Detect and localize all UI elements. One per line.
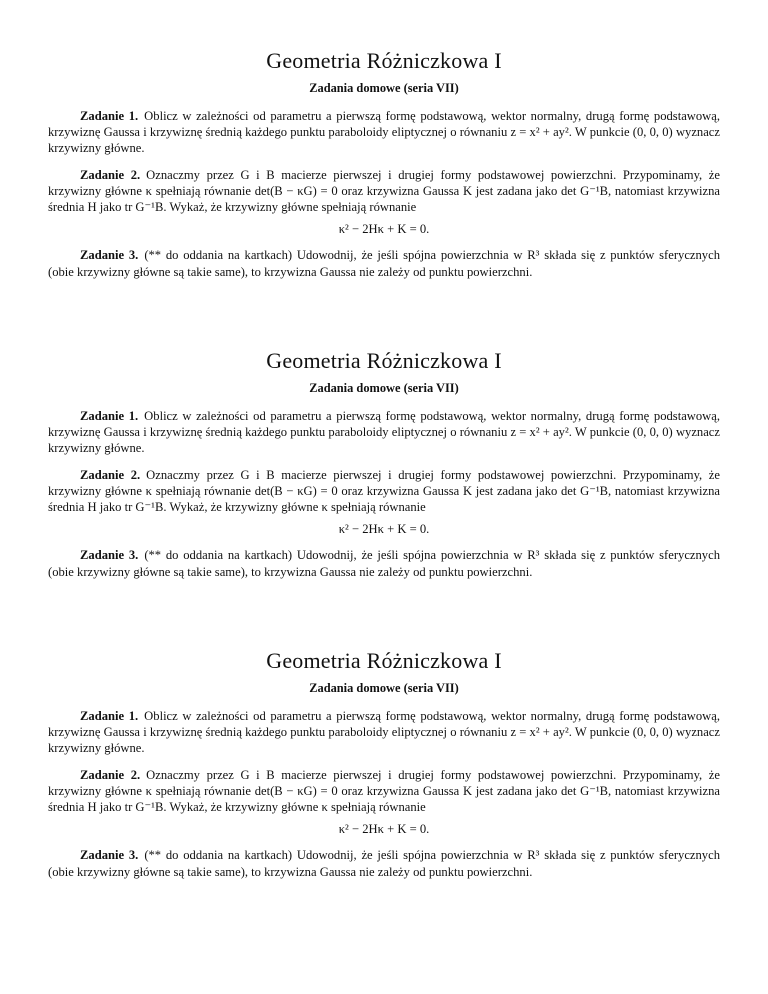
problem-label: Zadanie 2. — [80, 167, 141, 182]
problem-text: (** do oddania na kartkach) Udowodnij, że jeśli spójna powierzchnia w R³ składa się z punktów sferycznych (obie krzywizny główne są takie same), to krzywizna Gaussa nie zależy od punktu powierzchni. — [48, 548, 720, 579]
equation: κ² − 2Hκ + K = 0. — [338, 222, 430, 237]
problem-2 — [48, 167, 720, 216]
problem-label: Zadanie 2. — [80, 767, 141, 782]
problem-text: (** do oddania na kartkach) Udowodnij, że jeśli spójna powierzchnia w R³ składa się z punktów sferycznych (obie krzywizny główne są takie same), to krzywizna Gaussa nie zależy od punktu powierzchni. — [48, 848, 720, 879]
problem-3 — [48, 247, 720, 279]
problem-label: Zadanie 3. — [80, 548, 139, 563]
problem-3 — [48, 547, 720, 579]
problem-1 — [48, 708, 720, 757]
page-subtitle: Zadania domowe (seria VII) — [309, 81, 459, 95]
problem-list — [48, 408, 720, 590]
problem-text: Oznaczmy przez G i B macierze pierwszej i drugiej formy podstawowej powierzchni. Przypominamy, że krzywizny główne κ spełniają równanie det(B − κG) = 0 oraz krzywizna Gaussa K jest zadana jako det G⁻¹B, natomiast krzywizna średnia H jako tr G⁻¹B. Wykaż, że krzywizny główne spełniają równanie — [48, 167, 720, 215]
problem-label: Zadanie 1. — [80, 109, 139, 123]
problem-list — [48, 708, 720, 890]
page-subtitle: Zadania domowe (seria VII) — [309, 381, 459, 395]
problem-2 — [48, 467, 720, 516]
page-title: Geometria Różniczkowa I — [266, 348, 502, 373]
problem-3 — [48, 847, 720, 879]
problem-text: Oznaczmy przez G i B macierze pierwszej i drugiej formy podstawowej powierzchni. Przypominamy, że krzywizny główne κ spełniają równanie det(B − κG) = 0 oraz krzywizna Gaussa K jest zadana jako det G⁻¹B, natomiast krzywizna średnia H jako tr G⁻¹B. Wykaż, że krzywizny główne κ spełniają równanie — [48, 467, 720, 515]
problem-list — [48, 108, 720, 290]
problem-2 — [48, 767, 720, 816]
problem-text: Oblicz w zależności od parametru a pierwszą formę podstawową, wektor normalny, drugą formę podstawową, krzywiznę Gaussa i krzywiznę średnią każdego punktu paraboloidy eliptycznej o równaniu z = x² + ay². W punkcie (0, 0, 0) wyznacz krzywizny główne. — [48, 109, 721, 156]
problem-label: Zadanie 1. — [80, 409, 139, 423]
problem-label: Zadanie 2. — [80, 467, 141, 482]
page-subtitle: Zadania domowe (seria VII) — [309, 681, 459, 695]
problem-1 — [48, 108, 720, 157]
equation: κ² − 2Hκ + K = 0. — [338, 822, 430, 837]
problem-text: Oznaczmy przez G i B macierze pierwszej i drugiej formy podstawowej powierzchni. Przypominamy, że krzywizny główne κ spełniają równanie det(B − κG) = 0 oraz krzywizna Gaussa K jest zadana jako det G⁻¹B, natomiast krzywizna średnia H jako tr G⁻¹B. Wykaż, że krzywizny główne κ spełniają równanie — [48, 767, 720, 815]
problem-label: Zadanie 3. — [80, 248, 139, 263]
problem-text: (** do oddania na kartkach) Udowodnij, że jeśli spójna powierzchnia w R³ składa się z punktów sferycznych (obie krzywizny główne są takie same), to krzywizna Gaussa nie zależy od punktu powierzchni. — [48, 248, 720, 279]
problem-label: Zadanie 3. — [80, 848, 139, 863]
page-title: Geometria Różniczkowa I — [266, 48, 502, 73]
problem-1 — [48, 408, 720, 457]
problem-label: Zadanie 1. — [80, 709, 139, 723]
page-title: Geometria Różniczkowa I — [266, 648, 502, 673]
problem-text: Oblicz w zależności od parametru a pierwszą formę podstawową, wektor normalny, drugą formę podstawową, krzywiznę Gaussa i krzywiznę średnią każdego punktu paraboloidy eliptycznej o równaniu z = x² + ay². W punkcie (0, 0, 0) wyznacz krzywizny główne. — [48, 409, 721, 456]
problem-text: Oblicz w zależności od parametru a pierwszą formę podstawową, wektor normalny, drugą formę podstawową, krzywiznę Gaussa i krzywiznę średnią każdego punktu paraboloidy eliptycznej o równaniu z = x² + ay². W punkcie (0, 0, 0) wyznacz krzywizny główne. — [48, 709, 721, 756]
equation: κ² − 2Hκ + K = 0. — [338, 522, 430, 537]
